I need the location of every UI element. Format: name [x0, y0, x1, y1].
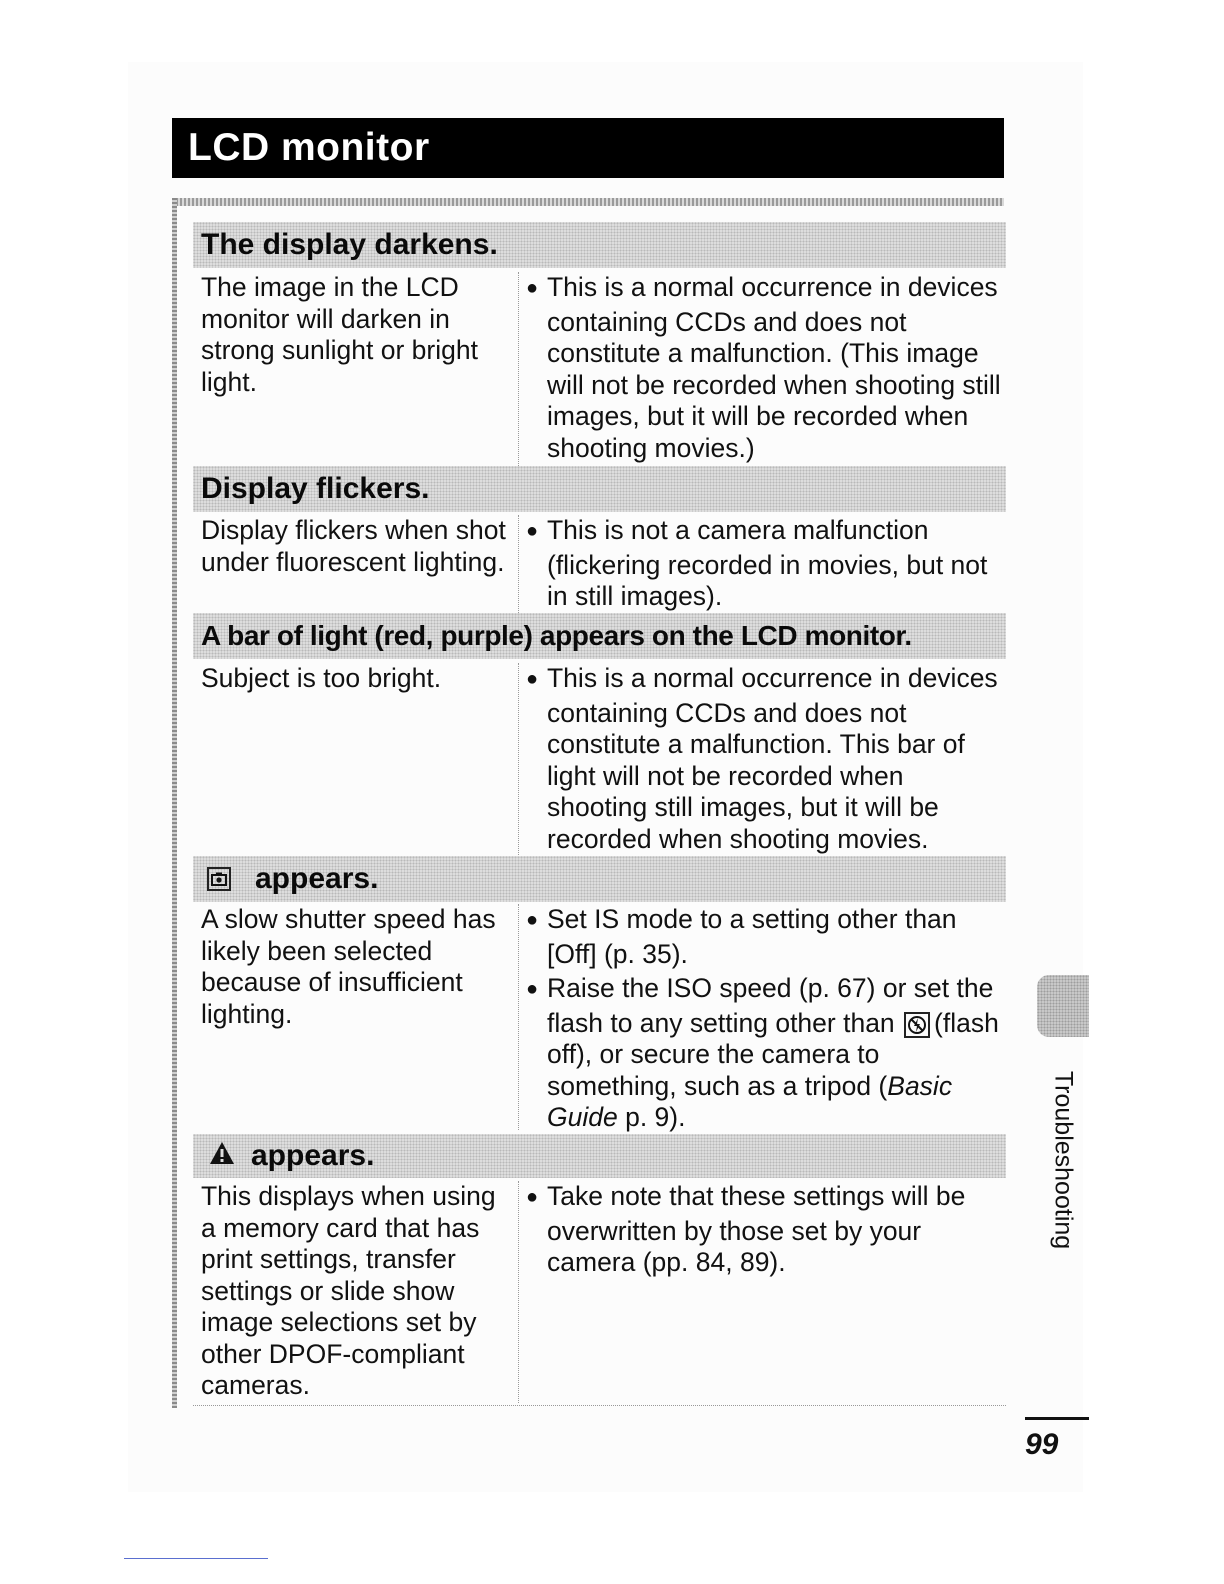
- section-heading-text: appears.: [255, 862, 379, 895]
- section-heading: A bar of light (red, purple) appears on the LCD monitor.: [193, 613, 1006, 659]
- flash-off-icon: [904, 1012, 930, 1038]
- section-heading: The display darkens.: [193, 222, 1006, 268]
- remedy-item: ●This is not a camera malfunction (flickering recorded in movies, but not in still images).: [526, 515, 1006, 613]
- section-heading-text: appears.: [251, 1139, 375, 1172]
- bullet-icon: [526, 272, 547, 307]
- cause-text: Subject is too bright.: [201, 663, 442, 693]
- column-divider: [518, 1181, 519, 1403]
- remedy-item: ●Raise the ISO speed (p. 67) or set the flash to any setting other than (flash off), or secure the camera to something, such as a tripod (Basic Guide p. 9).: [526, 973, 1006, 1134]
- bullet-icon: [526, 973, 547, 1008]
- cause-text: A slow shutter speed has likely been selected because of insufficient lighting.: [201, 904, 496, 1029]
- side-tab-label: Troubleshooting: [1049, 1070, 1078, 1250]
- column-divider: [518, 663, 519, 855]
- bullet-icon: [526, 904, 547, 939]
- section-thumb-tab: [1037, 975, 1089, 1037]
- remedy-list: [526, 1181, 1006, 1279]
- bullet-icon: [526, 515, 547, 550]
- cause-text: This displays when using a memory card that has print settings, transfer settings or slide show image selections set by other DPOF-compliant cameras.: [201, 1181, 496, 1400]
- page-number-rule: [1025, 1417, 1089, 1420]
- remedy-list: [526, 515, 1006, 613]
- cause-text: Display flickers when shot under fluorescent lighting.: [201, 515, 506, 577]
- remedy-list: [526, 663, 1006, 855]
- bullet-icon: [526, 1181, 547, 1216]
- remedy-list: [526, 904, 1006, 1134]
- column-divider: [518, 904, 519, 1130]
- section-heading: [193, 1134, 1006, 1178]
- warning-triangle-icon: [209, 1139, 235, 1173]
- remedy-item: ●Set IS mode to a setting other than [Off] (p. 35).: [526, 904, 1006, 970]
- section-heading: Display flickers.: [193, 466, 1006, 512]
- page-title: LCD monitor: [172, 118, 1004, 178]
- cause-text: The image in the LCD monitor will darken in strong sunlight or bright light.: [201, 272, 478, 397]
- column-divider: [518, 272, 519, 466]
- table-top-rule: [172, 198, 1004, 206]
- bullet-icon: [526, 663, 547, 698]
- section-heading: [193, 856, 1006, 902]
- table-bottom-rule: [193, 1405, 1006, 1406]
- camera-shake-icon: [207, 867, 231, 891]
- remedy-item: ● This is a normal occurrence in devices containing CCDs and does not constitute a malfunction. This bar of light will not be recorded when shooting still images, but it will be recorded when shooting movies.: [526, 663, 1006, 855]
- table-left-rule: [172, 198, 177, 1408]
- remedy-list: [526, 272, 1006, 464]
- remedy-item: ●This is a normal occurrence in devices containing CCDs and does not constitute a malfunction. (This image will not be recorded when shooting still images, but it will be recorded when shooting movies.): [526, 272, 1006, 464]
- column-divider: [518, 515, 519, 613]
- page-number: 99: [1025, 1428, 1059, 1461]
- remedy-item: ●Take note that these settings will be overwritten by those set by your camera (pp. 84, 89).: [526, 1181, 1006, 1279]
- footer-rule: [124, 1558, 268, 1559]
